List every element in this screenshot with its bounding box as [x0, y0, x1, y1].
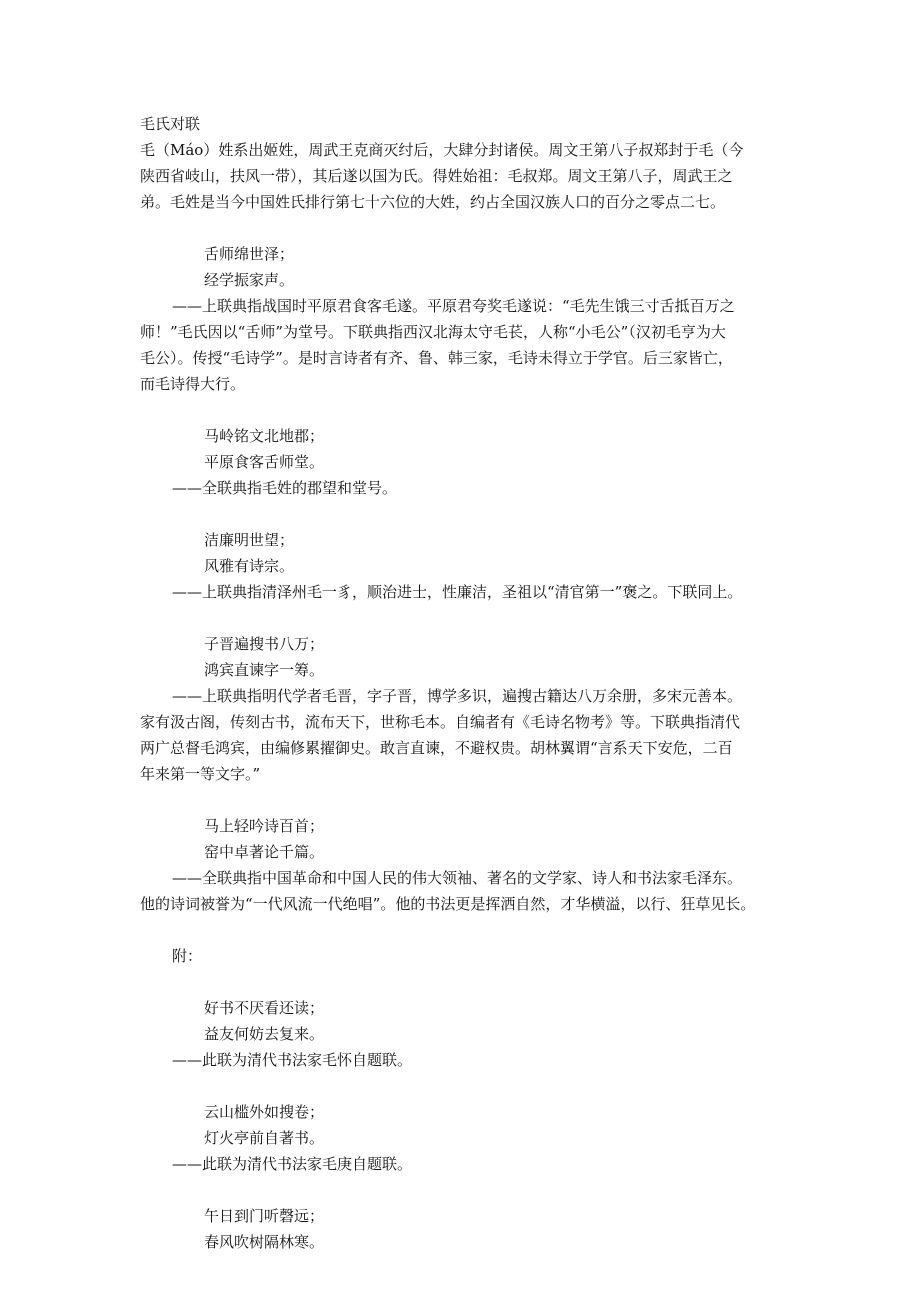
intro-line: 弟。毛姓是当今中国姓氏排行第七十六位的大姓，约占全国汉族人口的百分之零点二七。: [140, 193, 726, 211]
couplet-note-continued: 家有汲古阁，传刻古书，流布天下，世称毛本。自编者有《毛诗名物考》等。下联典指清代: [140, 713, 741, 731]
appendix-couplet: [140, 1203, 790, 1255]
intro-line: 陕西省岐山，扶风一带），其后遂以国为氏。得姓始祖：毛叔郑。周文王第八子，周武王之: [140, 167, 733, 185]
document-body: [140, 111, 790, 1255]
couplet-upper-line: 舌师绵世泽；: [204, 245, 295, 263]
appendix-label: 附：: [172, 947, 203, 965]
couplet-note: ——全联典指毛姓的郡望和堂号。: [172, 479, 398, 497]
appendix-couplet: [140, 1099, 790, 1177]
couplet-note: ——此联为清代书法家毛庚自题联。: [172, 1155, 413, 1173]
couplet-upper-line: 好书不厌看还读；: [204, 999, 325, 1017]
couplet-note: ——上联典指战国时平原君食客毛遂。平原君夸奖毛遂说：“毛先生饿三寸舌抵百万之: [172, 297, 735, 315]
couplet-note: ——上联典指清泽州毛一豸，顺治进士，性廉洁，圣祖以“清官第一”褒之。下联同上。: [172, 583, 743, 601]
couplet-upper-line: 马岭铭文北地郡；: [204, 427, 325, 445]
couplet-note-continued: 他的诗词被誉为“一代风流一代绝唱”。他的书法更是挥洒自然，才华横溢，以行、狂草见长。: [140, 895, 756, 913]
couplet-note: ——全联典指中国革命和中国人民的伟大领袖、著名的文学家、诗人和书法家毛泽东。: [172, 869, 743, 887]
couplet-lower-line: 益友何妨去复来。: [204, 1025, 325, 1043]
couplet-lower-line: 窑中卓著论千篇。: [204, 843, 325, 861]
couplet: [140, 631, 790, 787]
couplet-lower-line: 灯火亭前自著书。: [204, 1129, 325, 1147]
couplet-note-continued: 毛公）。传授“毛诗学”。是时言诗者有齐、鲁、韩三家，毛诗未得立于学官。后三家皆亡，: [140, 349, 733, 367]
couplet-upper-line: 云山槛外如搜卷；: [204, 1103, 325, 1121]
couplet-lower-line: 风雅有诗宗。: [204, 557, 295, 575]
document-title: 毛氏对联: [140, 115, 201, 133]
couplet-note-continued: 而毛诗得大行。: [140, 375, 246, 393]
couplet-note-continued: 年来第一等文字。”: [140, 765, 261, 783]
couplet: [140, 527, 790, 605]
couplet-lower-line: 鸿宾直谏字一筹。: [204, 661, 325, 679]
couplet-upper-line: 子晋遍搜书八万；: [204, 635, 325, 653]
couplet: [140, 423, 790, 501]
couplet-lower-line: 春风吹树隔林寒。: [204, 1233, 325, 1251]
couplet-upper-line: 马上轻吟诗百首；: [204, 817, 325, 835]
appendix-couplet: [140, 995, 790, 1073]
couplet-lower-line: 经学振家声。: [204, 271, 295, 289]
couplet: [140, 241, 790, 397]
couplet-note: ——此联为清代书法家毛怀自题联。: [172, 1051, 413, 1069]
couplet: [140, 813, 790, 917]
couplet-note: ——上联典指明代学者毛晋，字子晋，博学多识，遍搜古籍达八万余册，多宋元善本。: [172, 687, 743, 705]
couplet-upper-line: 洁廉明世望；: [204, 531, 295, 549]
couplet-upper-line: 午日到门听磬远；: [204, 1207, 325, 1225]
couplet-lower-line: 平原食客舌师堂。: [204, 453, 325, 471]
couplet-note-continued: 两广总督毛鸿宾，由编修累擢御史。敢言直谏，不避权贵。胡林翼谓“言系天下安危，二百: [140, 739, 733, 757]
intro-line: 毛（Máo）姓系出姬姓，周武王克商灭纣后，大肆分封诸侯。周文王第八子叔郑封于毛（今: [140, 141, 744, 159]
couplet-note-continued: 师！”毛氏因以“舌师”为堂号。下联典指西汉北海太守毛苌，人称“小毛公”（汉初毛亨为大: [140, 323, 726, 341]
